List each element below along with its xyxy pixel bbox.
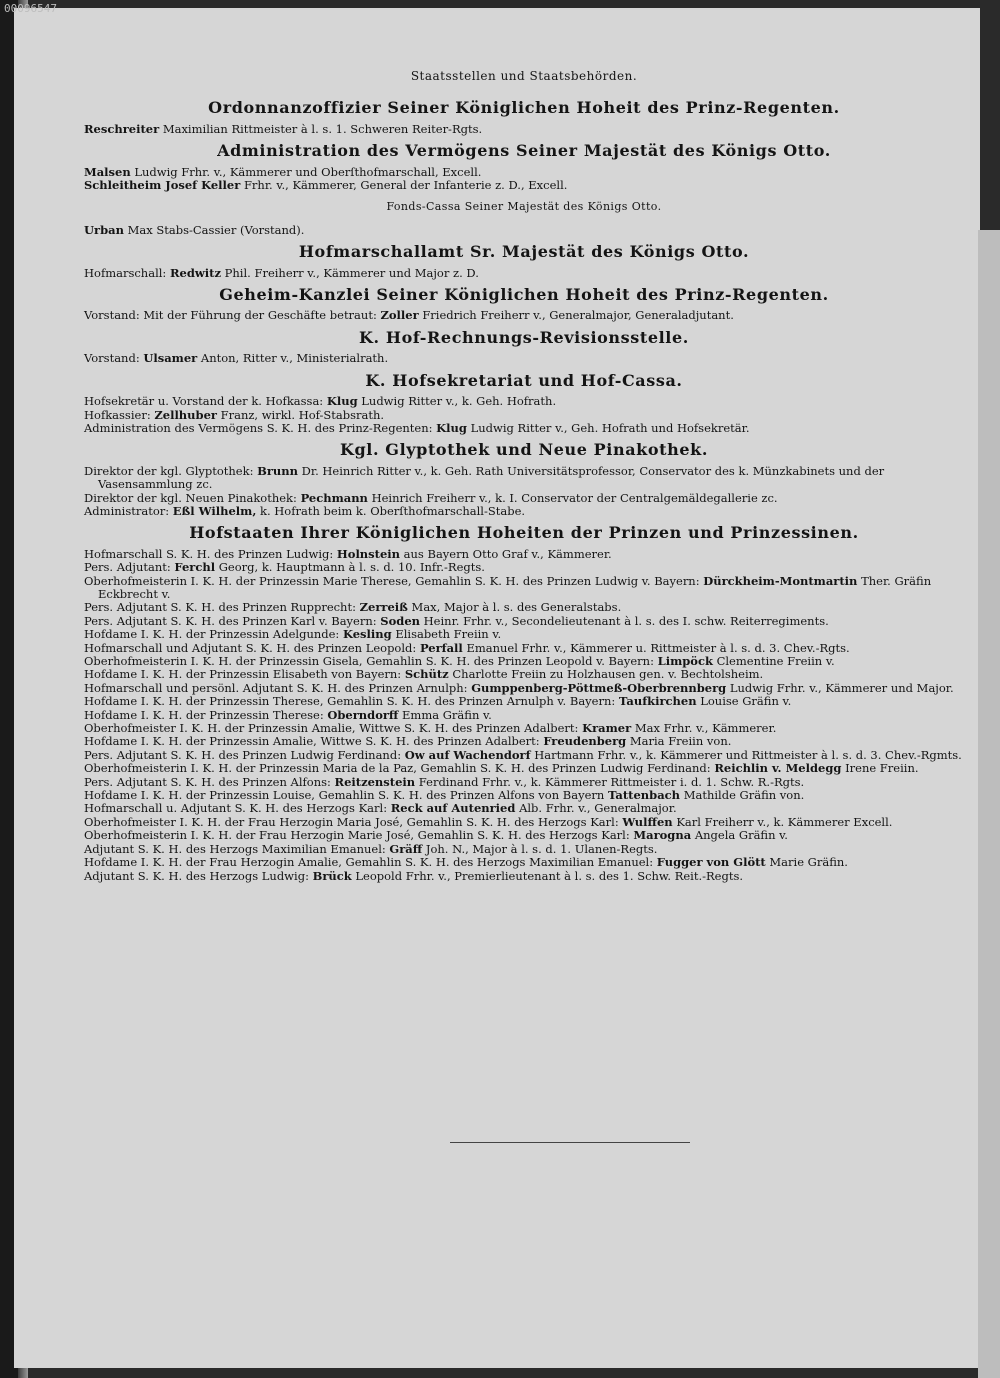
entry-text: Louise Gräfin v. [700, 694, 792, 709]
list-item [84, 856, 964, 869]
list-item [84, 395, 964, 408]
entry-text: Heinrich Freiherr v., k. I. Conservator der Centralgemäldegallerie zc. [371, 490, 778, 505]
section-heading: Administration des Vermögens Seiner Majestät des Königs Otto. [217, 141, 831, 161]
section-heading: Geheim-Kanzlei Seiner Königlichen Hoheit des Prinz-Regenten. [219, 285, 829, 305]
entry-text: Mathilde Gräfin von. [683, 788, 805, 803]
list-item [84, 179, 964, 192]
entry-name: Wulffen [622, 814, 673, 829]
entry-name: Zerreiß [359, 600, 408, 615]
entry-prefix: Adjutant S. K. H. des Herzogs Maximilian Emanuel: [84, 841, 386, 856]
entry-text: k. Hofrath beim k. Oberſthofmarschall-Stabe. [260, 503, 526, 518]
entry-name: Schütz [404, 667, 449, 682]
list-item [84, 422, 964, 435]
entry-text: Phil. Freiherr v., Kämmerer und Major z. D. [224, 265, 479, 280]
entry-name: Eßl Wilhelm, [172, 503, 257, 518]
entry-prefix: Pers. Adjutant S. K. H. des Prinzen Karl v. Bayern: [84, 613, 377, 628]
entry-text: Angela Gräfin v. [694, 828, 788, 843]
list-item [84, 655, 964, 668]
list-item [84, 829, 964, 842]
list-item [84, 123, 964, 136]
entry-text: Frhr. v., Kämmerer, General der Infanterie z. D., Excell. [243, 178, 568, 193]
entry-name: Brunn [257, 463, 298, 478]
section-glyptothek-pinakothek [84, 440, 964, 518]
list-item [84, 695, 964, 708]
section-hofmarschallamt [84, 242, 964, 280]
entry-text: Ludwig Frhr. v., Kämmerer und Oberſthofmarschall, Excell. [134, 164, 482, 179]
list-item [84, 224, 964, 237]
entry-text: Max Stabs-Cassier (Vorstand). [127, 222, 305, 237]
entry-text: Karl Freiherr v., k. Kämmerer Excell. [676, 814, 893, 829]
entry-name: Klug [436, 420, 467, 435]
entry-prefix: Hofkassier: [84, 407, 151, 422]
entry-text: Max Frhr. v., Kämmerer. [634, 721, 777, 736]
section-heading: Hofstaaten Ihrer Königlichen Hoheiten der Prinzen und Prinzessinen. [189, 523, 859, 543]
entry-name: Limpöck [657, 654, 713, 668]
list-item [84, 816, 964, 829]
entry-prefix: Vorstand: [84, 351, 140, 366]
entry-text: Elisabeth Freiin v. [395, 627, 502, 642]
entry-text: Joh. N., Major à l. s. d. 1. Ulanen-Regts. [425, 841, 658, 856]
entry-prefix: Oberhofmeister I. K. H. der Prinzessin Amalie, Wittwe S. K. H. des Prinzen Adalbert: [84, 721, 579, 736]
entry-text: Ther. Gräfin Eckbrecht v. [98, 573, 932, 601]
list-item [84, 802, 964, 815]
list-item [84, 492, 964, 505]
entry-text: Friedrich Freiherr v., Generalmajor, Generaladjutant. [422, 308, 734, 323]
entry-name: Fugger von Glött [656, 855, 766, 870]
list-item [84, 465, 964, 492]
entry-text: Heinr. Frhr. v., Secondelieutenant à l. s. des I. schw. Reiterregiments. [423, 613, 829, 628]
list-item [84, 682, 964, 695]
entry-name: Reitzenstein [334, 774, 416, 789]
entry-name: Zoller [380, 308, 419, 323]
section-hofsekretariat [84, 370, 964, 436]
section-geheim-kanzlei [84, 285, 964, 323]
entry-name: Tattenbach [607, 788, 681, 803]
list-item [84, 668, 964, 681]
divider [450, 1142, 690, 1143]
entry-name: Reck auf Autenried [390, 801, 516, 816]
list-item [84, 642, 964, 655]
entry-name: Malsen [84, 164, 131, 179]
entry-text: Franz, wirkl. Hof-Stabsrath. [220, 407, 385, 422]
list-item [84, 762, 964, 775]
page-content [84, 70, 964, 891]
entry-name: Ferchl [174, 560, 216, 575]
entry-name: Gumppenberg-Pöttmeß-Oberbrennberg [471, 680, 727, 695]
entry-text: Emanuel Frhr. v., Kämmerer u. Rittmeister à l. s. d. 3. Chev.-Rgts. [466, 640, 850, 655]
entry-text: Emma Gräfin v. [402, 707, 492, 722]
entry-prefix: Oberhofmeisterin I. K. H. der Prinzessin Gisela, Gemahlin S. K. H. des Prinzen Leopold v. Bayern: [84, 654, 654, 668]
entry-prefix: Hofdame I. K. H. der Prinzessin Therese: [84, 707, 324, 722]
entry-prefix: Hofdame I. K. H. der Frau Herzogin Amalie, Gemahlin S. K. H. des Herzogs Maximilian Emanuel: [84, 855, 654, 870]
list-item [84, 575, 964, 602]
list-item [84, 628, 964, 641]
entry-prefix: Administrator: [84, 503, 170, 518]
entry-name: Freudenberg [543, 734, 627, 749]
section-rechnungs-revisionsstelle [84, 327, 964, 366]
entry-prefix: Direktor der kgl. Neuen Pinakothek: [84, 490, 297, 505]
entry-name: Reschreiter [84, 121, 160, 136]
entry-name: Soden [380, 613, 420, 628]
entry-text: aus Bayern Otto Graf v., Kämmerer. [403, 546, 612, 561]
list-item [84, 776, 964, 789]
entry-prefix: Hofdame I. K. H. der Prinzessin Amalie, Wittwe S. K. H. des Prinzen Adalbert: [84, 734, 540, 749]
entry-prefix: Hofmarschall und persönl. Adjutant S. K. H. des Prinzen Arnulph: [84, 680, 468, 695]
section-heading: K. Hof-Rechnungs-Revisionsstelle. [359, 327, 689, 347]
entry-prefix: Hofsekretär u. Vorstand der k. Hofkassa: [84, 394, 324, 409]
entry-text: Ludwig Ritter v., Geh. Hofrath und Hofsekretär. [470, 420, 750, 435]
entry-prefix: Direktor der kgl. Glyptothek: [84, 463, 254, 478]
entry-name: Klug [326, 394, 358, 409]
list-item [84, 749, 964, 762]
section-heading: Hofmarschallamt Sr. Majestät des Königs Otto. [298, 242, 750, 262]
entry-name: Redwitz [169, 265, 221, 280]
entry-name: Kramer [582, 721, 632, 736]
entry-name: Holnstein [336, 546, 401, 561]
entry-prefix: Oberhofmeisterin I. K. H. der Prinzessin Maria de la Paz, Gemahlin S. K. H. des Prinzen Ludwig Ferdinand: [84, 761, 711, 776]
entry-name: Schleitheim Josef Keller [84, 178, 241, 193]
list-item [84, 267, 964, 280]
entry-prefix: Hofmarschall u. Adjutant S. K. H. des Herzogs Karl: [84, 801, 388, 816]
entry-prefix: Vorstand: Mit der Führung der Geschäfte betraut: [84, 308, 377, 323]
section-heading: K. Hofsekretariat und Hof-Cassa. [365, 370, 683, 390]
list-item [84, 843, 964, 856]
entry-name: Ulsamer [143, 351, 198, 366]
entry-text: Dr. Heinrich Ritter v., k. Geh. Rath Universitätsprofessor, Conservator des k. Münzkabinets und der Vasensammlung zc. [98, 463, 885, 492]
list-item [84, 722, 964, 735]
entry-text: Ludwig Frhr. v., Kämmerer und Major. [729, 680, 954, 695]
list-item [84, 409, 964, 422]
entry-text: Irene Freiin. [845, 761, 919, 776]
running-head: Staatsstellen und Staatsbehörden. [410, 69, 638, 83]
list-item [84, 870, 964, 883]
entry-prefix: Hofdame I. K. H. der Prinzessin Louise, Gemahlin S. K. H. des Prinzen Alfons von Bayern [84, 788, 605, 803]
entry-prefix: Hofmarschall: [84, 265, 167, 280]
list-item [84, 352, 964, 365]
entry-prefix: Adjutant S. K. H. des Herzogs Ludwig: [84, 868, 309, 883]
entry-prefix: Administration des Vermögens S. K. H. des Prinz-Regenten: [84, 420, 433, 435]
entry-text: Max, Major à l. s. des Generalstabs. [411, 600, 622, 615]
entry-text: Hartmann Frhr. v., k. Kämmerer und Rittmeister à l. s. d. 3. Chev.-Rgmts. [534, 747, 962, 762]
entry-text: Maria Freiin von. [629, 734, 732, 749]
adjacent-page-edge [978, 230, 1000, 1378]
entry-prefix: Pers. Adjutant S. K. H. des Prinzen Rupprecht: [84, 600, 356, 615]
entry-prefix: Pers. Adjutant S. K. H. des Prinzen Ludwig Ferdinand: [84, 747, 402, 762]
list-item [84, 548, 964, 561]
entry-name: Gräff [389, 841, 423, 856]
entry-name: Ow auf Wachendorf [404, 747, 531, 762]
entry-text: Maximilian Rittmeister à l. s. 1. Schweren Reiter-Rgts. [162, 121, 483, 136]
entry-text: Ludwig Ritter v., k. Geh. Hofrath. [361, 394, 557, 409]
entry-text: Leopold Frhr. v., Premierlieutenant à l. s. des 1. Schw. Reit.-Regts. [355, 868, 744, 883]
archive-id: 00096547 [4, 2, 57, 15]
list-item [84, 709, 964, 722]
entry-prefix: Hofmarschall S. K. H. des Prinzen Ludwig: [84, 546, 334, 561]
entry-text: Anton, Ritter v., Ministerialrath. [200, 351, 389, 366]
list-item [84, 166, 964, 179]
list-item [84, 505, 964, 518]
list-item [84, 735, 964, 748]
entry-prefix: Hofdame I. K. H. der Prinzessin Adelgunde: [84, 627, 340, 642]
entry-prefix: Hofdame I. K. H. der Prinzessin Therese, Gemahlin S. K. H. des Prinzen Arnulph v. Bayern: [84, 694, 616, 709]
entry-prefix: Oberhofmeisterin I. K. H. der Prinzessin Marie Therese, Gemahlin S. K. H. des Prinzen Ludwig v. Bayern: [84, 573, 700, 588]
entry-name: Perfall [419, 640, 463, 655]
section-ordonnanzoffizier [84, 98, 964, 136]
entry-name: Marogna [633, 828, 692, 843]
list-item [84, 601, 964, 614]
entry-name: Taufkirchen [618, 694, 697, 709]
entry-text: Alb. Frhr. v., Generalmajor. [519, 801, 677, 816]
entry-name: Reichlin v. Meldegg [714, 761, 842, 776]
entry-name: Pechmann [300, 490, 368, 505]
entry-name: Oberndorff [327, 707, 399, 722]
section-administration-otto [84, 141, 964, 237]
entry-name: Dürckheim-Montmartin [703, 573, 858, 588]
entry-prefix: Oberhofmeister I. K. H. der Frau Herzogin Maria José, Gemahlin S. K. H. des Herzogs Karl: [84, 814, 619, 829]
entry-text: Ferdinand Frhr. v., k. Kämmerer Rittmeister i. d. 1. Schw. R.-Rgts. [418, 774, 805, 789]
entry-text: Marie Gräfin. [769, 855, 848, 870]
entry-name: Brück [312, 868, 352, 883]
list-item [84, 309, 964, 322]
entry-text: Georg, k. Hauptmann à l. s. d. 10. Infr.-Regts. [218, 560, 485, 575]
list-item [84, 789, 964, 802]
entry-name: Kesling [342, 627, 392, 642]
subsection-heading: Fonds-Cassa Seiner Majestät des Königs Otto. [386, 200, 662, 214]
entry-prefix: Oberhofmeisterin I. K. H. der Frau Herzogin Marie José, Gemahlin S. K. H. des Herzogs Karl: [84, 828, 630, 843]
entry-text: Charlotte Freiin zu Holzhausen gen. v. Bechtolsheim. [452, 667, 764, 682]
section-hofstaaten [84, 523, 964, 883]
entry-text: Clementine Freiin v. [716, 654, 835, 668]
entry-prefix: Pers. Adjutant: [84, 560, 171, 575]
section-heading: Kgl. Glyptothek und Neue Pinakothek. [340, 440, 708, 460]
entry-prefix: Hofdame I. K. H. der Prinzessin Elisabeth von Bayern: [84, 667, 402, 682]
entry-name: Urban [84, 222, 124, 237]
entry-prefix: Hofmarschall und Adjutant S. K. H. des Prinzen Leopold: [84, 640, 417, 655]
list-item [84, 615, 964, 628]
entry-prefix: Pers. Adjutant S. K. H. des Prinzen Alfons: [84, 774, 331, 789]
section-heading: Ordonnanzoffizier Seiner Königlichen Hoheit des Prinz-Regenten. [208, 98, 840, 118]
list-item [84, 561, 964, 574]
entry-name: Zellhuber [154, 407, 217, 422]
